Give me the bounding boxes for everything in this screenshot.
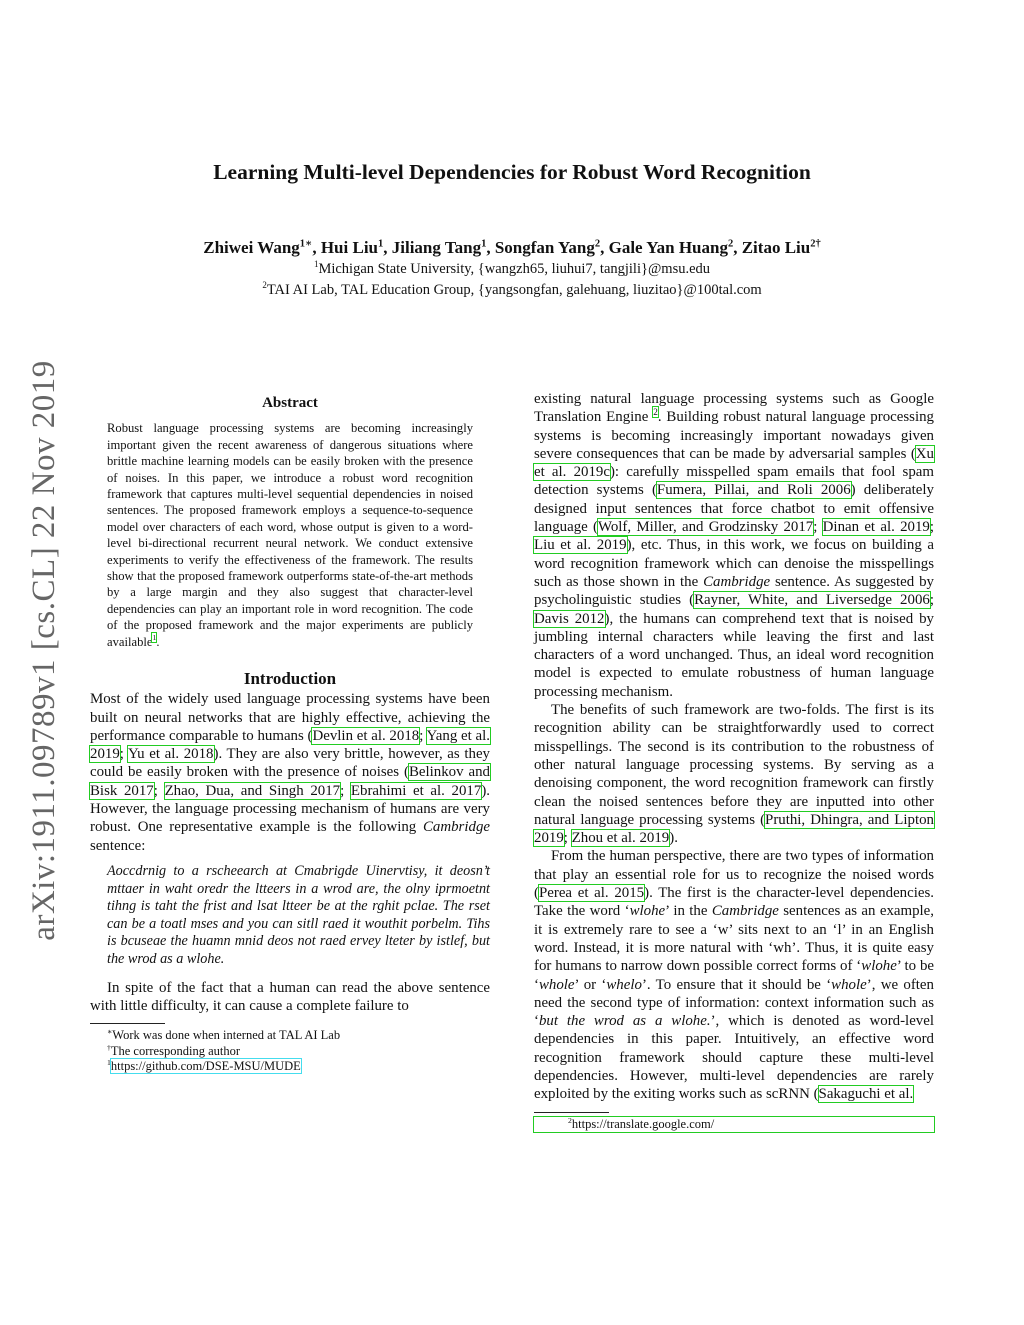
text-run: ;: [929, 592, 934, 609]
text-run: ’, which is denoted as word-level dependencies in this paper. Intuitively, an effective word recognition framework should capture these multi-level dependencies. However, multi-level dependencies are rarely exploited by the exiting works such as scRNN (: [534, 1013, 934, 1103]
emphasis-text: whelo: [606, 976, 642, 993]
citation-link[interactable]: Perea et al. 2015: [538, 885, 645, 902]
author-name: Zhiwei Wang: [203, 238, 300, 257]
footnote-4[interactable]: [534, 1117, 934, 1133]
emphasis-text: whole: [538, 976, 575, 993]
text-run: ). They are also very brittle, however, as they could be easily broken with the presence of noises (: [90, 746, 490, 781]
citation-link[interactable]: Sakaguchi et al.: [818, 1086, 914, 1103]
emphasis-text: but the wrod as a wlohe.: [538, 1013, 711, 1030]
author-sep: ,: [312, 238, 321, 257]
affiliation-mark: 1: [313, 259, 319, 270]
text-run: ). However, the language processing mechanism of humans are very robust. One representative example is the following: [90, 782, 490, 836]
citation-link[interactable]: Liu et al. 2019: [534, 537, 627, 554]
citation-link[interactable]: Davis 2012: [534, 610, 605, 627]
author-name: Zitao Liu: [741, 238, 811, 257]
emphasis-text: wlohe: [629, 903, 666, 920]
citation-link[interactable]: Ebrahimi et al. 2017: [350, 782, 482, 799]
author-mark: 1: [481, 238, 487, 250]
author-name: Gale Yan Huang: [608, 238, 728, 257]
right-paragraph-1: [534, 390, 934, 701]
author-list: [90, 238, 934, 258]
text-run: ;: [929, 519, 934, 536]
introduction-heading: Introduction: [243, 668, 337, 688]
text-run: ;: [419, 727, 427, 744]
text-run: ;: [119, 746, 129, 763]
arxiv-sidebar: [22, 330, 66, 970]
citation-link[interactable]: Yang et al. 2019: [90, 727, 490, 763]
footnote-link-1[interactable]: 1: [152, 633, 157, 643]
emphasis-text: Cambridge: [703, 573, 771, 590]
footnote-link-2[interactable]: 2: [653, 407, 658, 418]
affiliation-2: [90, 282, 934, 299]
text-run: ’ or ‘: [574, 976, 607, 993]
left-column: [90, 390, 490, 1075]
text-run: ’. To ensure that it should be ‘: [641, 976, 832, 993]
author-sep: ,: [383, 238, 392, 257]
affiliation-text: Michigan State University, {wangzh65, liuhui7, tangjili}@msu.edu: [318, 261, 711, 277]
citation-link[interactable]: Wolf, Miller, and Grodzinsky 2017: [597, 519, 814, 536]
footnote-1: [90, 1028, 490, 1044]
author-name: Jiliang Tang: [391, 238, 482, 257]
footnote-mark: 1: [107, 1057, 111, 1067]
cambridge-quote: Aoccdrnig to a rscheearch at Cmabrigde Uinervtisy, it deosn’t mttaer in waht oredr the ltteers in a wrod are, the olny iprmoetnt tihng is taht the frist and lsat ltteer be at the rghit pclae. The rset can be a toatl mses and you can sitll raed it wouthit porbelm. Tihs is bcuseae the huamn mnid deos not raed ervey lteter by istlef, but the wrod as a wlohe.: [107, 862, 490, 967]
author-mark: 1∗: [299, 238, 313, 250]
text-run: ). The first is the character-level dependencies. Take the word ‘: [534, 885, 934, 920]
citation-link[interactable]: Fumera, Pillai, and Roli 2006: [656, 482, 851, 499]
text-run: ), the humans can comprehend text that is noised by jumbling internal characters while leaving the first and last characters of a word unchanged. Thus, an ideal word recognition model is expected to emulate robustness of human language processing mechanism.: [534, 610, 934, 700]
footnote-mark: ∗: [107, 1026, 113, 1036]
emphasis-text: Cambridge: [711, 903, 779, 920]
author-name: Hui Liu: [320, 238, 378, 257]
text-run: ’ in the: [665, 903, 712, 920]
footnote-2: [90, 1044, 490, 1060]
citation-link[interactable]: Dinan et al. 2019: [822, 519, 930, 536]
arxiv-id: arXiv:1911.09789v1 [cs.CL] 22 Nov 2019: [25, 359, 62, 941]
github-url-link[interactable]: https://github.com/DSE-MSU/MUDE: [110, 1059, 301, 1074]
paper-title: Learning Multi-level Dependencies for Robust Word Recognition: [213, 160, 811, 184]
emphasis-text: whole: [831, 976, 867, 993]
footnote-divider: [534, 1112, 609, 1113]
text-run: The benefits of such framework are two-folds. The first is its recognition ability can be straightforwardly used to correct misspellings. The second is its contribution to the robustness of other natural language processing systems. By serving as a denoising component, the word recognition framework can firstly clean the noised sentences before they are inputted into other natural language processing systems (: [534, 702, 934, 828]
footnote-mark: 2: [568, 1115, 572, 1125]
citation-link[interactable]: Zhao, Dua, and Singh 2017: [164, 782, 341, 799]
text-run: ’ to be ‘: [534, 958, 934, 993]
citation-link[interactable]: Xu et al. 2019c: [534, 445, 934, 481]
text-run: ), etc. Thus, in this work, we focus on building a word recognition framework which can denoise the misspellings such as those shown in the: [534, 537, 934, 590]
author-mark: 1: [378, 238, 384, 250]
intro-paragraph-2: In spite of the fact that a human can read the above sentence with little difficulty, it can cause a complete failure to: [90, 979, 490, 1014]
intro-paragraph-1: [90, 690, 490, 855]
author-sep: ,: [600, 238, 609, 257]
footnote-3: [90, 1059, 490, 1075]
text-run: From the human perspective, there are two types of information that play an essential role for us to recognize the noised words (: [534, 848, 934, 902]
right-paragraph-2: [534, 701, 934, 847]
footnote-text: The corresponding author: [110, 1043, 241, 1058]
author-name: Songfan Yang: [494, 238, 595, 257]
emphasis-text: wlohe: [861, 958, 897, 975]
author-mark: 2: [594, 238, 601, 250]
text-run: ) deliberately designed input sentences that force chatbot to emit offensive language (: [534, 482, 934, 536]
author-sep: ,: [486, 238, 495, 257]
text-run: existing natural language processing systems such as Google Translation Engine: [534, 391, 934, 426]
citation-link[interactable]: Yu et al. 2018: [128, 746, 214, 763]
right-paragraph-3: [534, 847, 934, 1103]
translate-url-link[interactable]: https://translate.google.com/: [571, 1116, 715, 1131]
abstract-text: Robust language processing systems are becoming increasingly important given the recent awareness of dangerous situations where brittle machine learning models can be easily broken with the presence of noises. In this paper, we introduce a robust word recognition framework that captures multi-level sequential dependencies in noised sentences. The proposed framework employs a sequence-to-sequence model over characters of each word, whose output is given to a word-level bi-directional recurrent neural network. We conduct extensive experiments to verify the effectiveness of the framework. The results show that the proposed framework outperforms state-of-the-art methods by a large margin and they also suggest that character-level dependencies can play an important role in word recognition. The code of the proposed framework and the major experiments are publicly available: [107, 421, 473, 649]
author-mark: 2: [727, 238, 734, 250]
abstract-body: [107, 420, 473, 650]
affiliation-1: [90, 261, 934, 278]
author-sep: ,: [733, 238, 742, 257]
text-run: ;: [340, 782, 351, 799]
text-run: sentence:: [90, 837, 146, 854]
citation-link[interactable]: Devlin et al. 2018: [312, 727, 420, 744]
abstract-end: .: [156, 634, 160, 649]
text-run: ’, we often need the second type of information: context information such as ‘: [534, 976, 934, 1030]
footnote-mark: †: [107, 1042, 111, 1052]
right-column: [534, 390, 934, 1132]
affiliation-mark: 2: [262, 280, 267, 291]
affiliation-text: TAI AI Lab, TAL Education Group, {yangsongfan, galehuang, liuzitao}@100tal.com: [266, 282, 762, 298]
text-run: sentence. As suggested by psycholinguistic studies (: [534, 573, 934, 609]
text-run: sentences as an example, it is extremely rare to see a ‘w’ sits next to an ‘l’ in an English word. Instead, it is more natural with ‘wh’. Thus, it is quite easy for humans to narrow down possible correct forms of ‘: [534, 903, 934, 975]
text-run: ;: [153, 782, 165, 799]
text-run: ;: [813, 519, 823, 536]
footnote-divider: [90, 1023, 165, 1024]
text-run: ).: [669, 830, 678, 847]
footnote-text: Work was done when interned at TAL AI Lab: [112, 1028, 341, 1043]
text-run: . Building robust natural language processing systems is becoming increasingly important nowadays given severe consequences that can be made by adversarial samples (: [534, 409, 934, 462]
author-mark: 2†: [810, 238, 821, 250]
citation-link[interactable]: Belinkov and Bisk 2017: [90, 764, 490, 799]
text-run: ;: [563, 830, 572, 847]
citation-link[interactable]: Pruthi, Dhingra, and Lipton 2019: [534, 811, 934, 847]
text-run: Most of the widely used language processing systems have been built on neural networks that are highly effective, achieving the performance comparable to humans (: [90, 691, 490, 744]
citation-link[interactable]: Zhou et al. 2019: [571, 830, 670, 847]
text-run: ): carefully misspelled spam emails that fool spam detection systems (: [534, 464, 934, 499]
citation-link[interactable]: Rayner, White, and Liversedge 2006: [694, 592, 930, 609]
abstract-heading: Abstract: [262, 395, 318, 411]
emphasis-text: Cambridge: [422, 819, 490, 836]
